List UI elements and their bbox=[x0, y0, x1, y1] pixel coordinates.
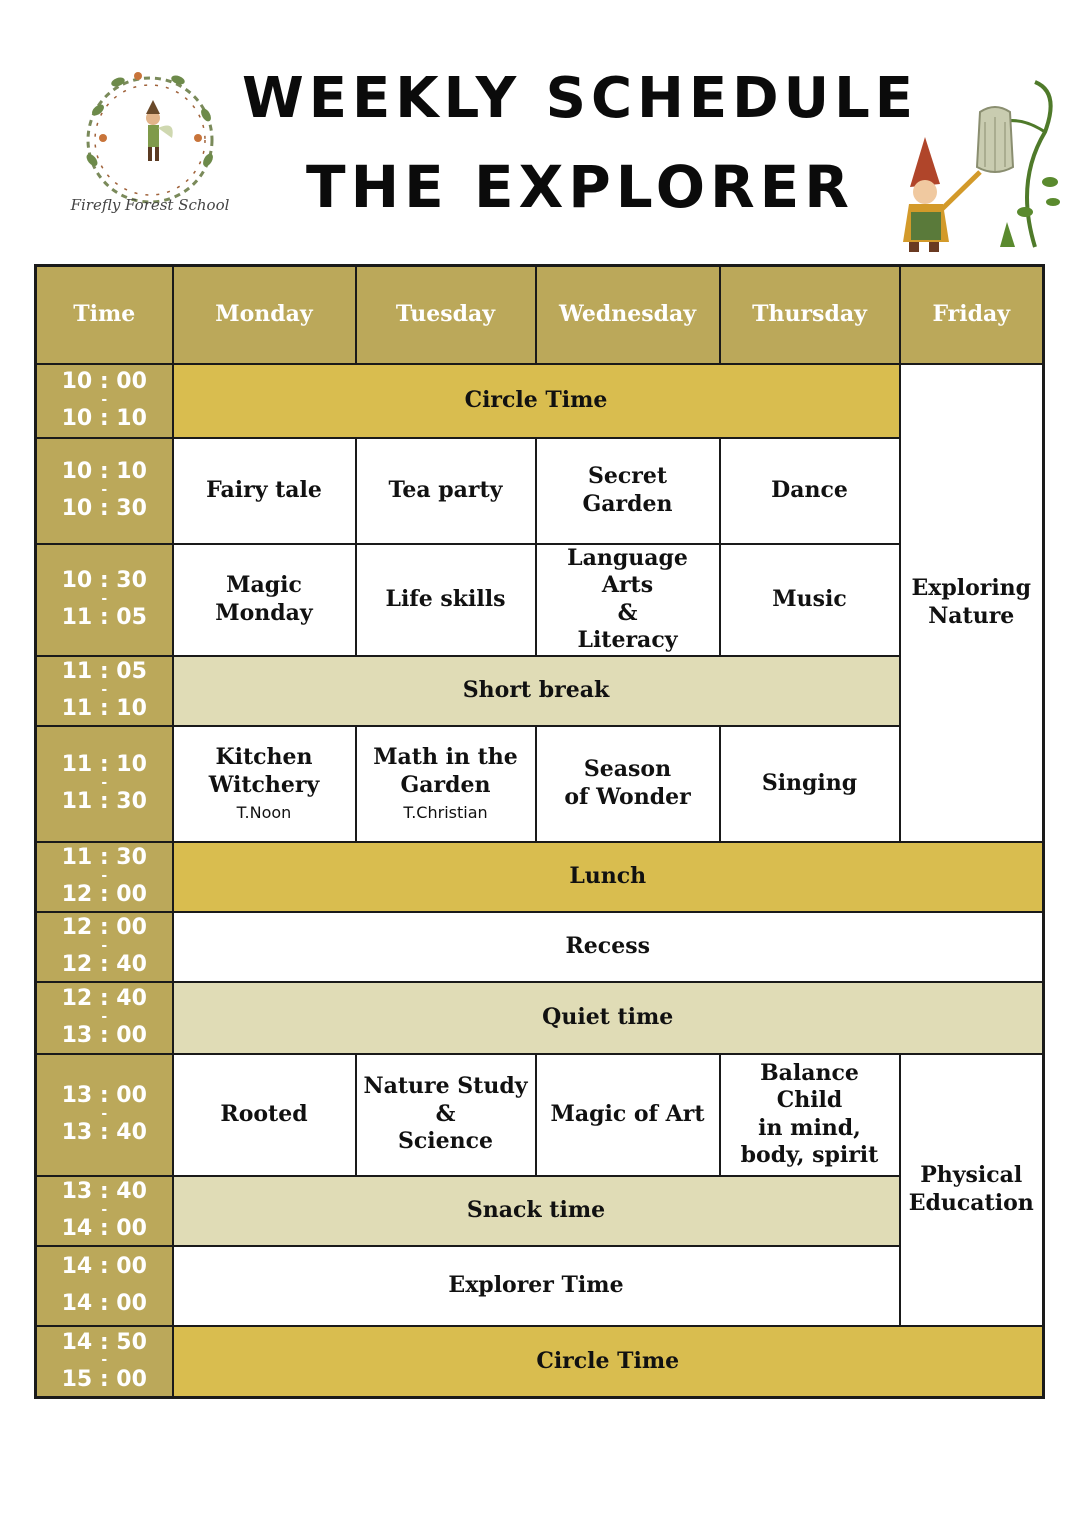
school-logo bbox=[58, 60, 238, 225]
table-row bbox=[36, 438, 1044, 544]
teacher-name: T.Christian bbox=[403, 803, 488, 822]
gnome-illustration bbox=[895, 72, 1065, 257]
recess-cell: Recess bbox=[173, 912, 1044, 982]
activity-cell: Fairy tale bbox=[173, 438, 356, 544]
table-row bbox=[36, 842, 1044, 912]
friday-physical-education: Physical Education bbox=[900, 1054, 1044, 1326]
explorer-time-cell: Explorer Time bbox=[173, 1246, 900, 1326]
table-row bbox=[36, 726, 1044, 842]
activity-cell: Season of Wonder bbox=[536, 726, 720, 842]
table-row bbox=[36, 1054, 1044, 1176]
page-title: WEEKLY SCHEDULE bbox=[241, 66, 919, 131]
friday-exploring-nature: Exploring Nature bbox=[900, 364, 1044, 842]
time-cell: 14 : 00 14 : 00 bbox=[36, 1246, 173, 1326]
time-cell: 13 : 40 - 14 : 00 bbox=[36, 1176, 173, 1246]
table-row bbox=[36, 1326, 1044, 1398]
time-cell: 10 : 10 - 10 : 30 bbox=[36, 438, 173, 544]
table-row bbox=[36, 912, 1044, 982]
table-row bbox=[36, 1246, 1044, 1326]
circle-time-cell: Circle Time bbox=[173, 1326, 1044, 1398]
activity-cell: Life skills bbox=[356, 544, 536, 656]
table-row bbox=[36, 1176, 1044, 1246]
lunch-cell: Lunch bbox=[173, 842, 1044, 912]
time-cell: 12 : 00 - 12 : 40 bbox=[36, 912, 173, 982]
col-friday: Friday bbox=[900, 266, 1044, 364]
snack-time-cell: Snack time bbox=[173, 1176, 900, 1246]
time-cell: 10 : 00 - 10 : 10 bbox=[36, 364, 173, 438]
col-thursday: Thursday bbox=[720, 266, 900, 364]
time-cell: 11 : 10 - 11 : 30 bbox=[36, 726, 173, 842]
table-row bbox=[36, 982, 1044, 1054]
col-tuesday: Tuesday bbox=[356, 266, 536, 364]
logo-text: Firefly Forest School bbox=[70, 196, 230, 214]
short-break-cell: Short break bbox=[173, 656, 900, 726]
time-cell: 13 : 00 - 13 : 40 bbox=[36, 1054, 173, 1176]
activity-cell: Tea party bbox=[356, 438, 536, 544]
activity-cell: Magic Monday bbox=[173, 544, 356, 656]
activity-cell: Rooted bbox=[173, 1054, 356, 1176]
header-row bbox=[36, 266, 1044, 364]
time-cell: 11 : 30 - 12 : 00 bbox=[36, 842, 173, 912]
activity-cell: Balance Child in mind, body, spirit bbox=[720, 1054, 900, 1176]
activity-cell: Nature Study & Science bbox=[356, 1054, 536, 1176]
page-subtitle: THE EXPLORER bbox=[306, 153, 854, 221]
table-row bbox=[36, 656, 1044, 726]
teacher-name: T.Noon bbox=[236, 803, 292, 822]
activity-cell: Secret Garden bbox=[536, 438, 720, 544]
activity-cell: Magic of Art bbox=[536, 1054, 720, 1176]
quiet-time-cell: Quiet time bbox=[173, 982, 1044, 1054]
activity-cell: Music bbox=[720, 544, 900, 656]
table-row bbox=[36, 364, 1044, 438]
time-cell: 10 : 30 - 11 : 05 bbox=[36, 544, 173, 656]
time-cell: 12 : 40 - 13 : 00 bbox=[36, 982, 173, 1054]
activity-cell: Singing bbox=[720, 726, 900, 842]
time-cell: 14 : 50 - 15 : 00 bbox=[36, 1326, 173, 1398]
activity-cell: Math in the Garden T.Christian bbox=[356, 726, 536, 842]
activity-cell: Kitchen Witchery T.Noon bbox=[173, 726, 356, 842]
weekly-schedule-table bbox=[34, 264, 1045, 1399]
activity-cell: Language Arts & Literacy bbox=[536, 544, 720, 656]
activity-cell: Dance bbox=[720, 438, 900, 544]
col-wednesday: Wednesday bbox=[536, 266, 720, 364]
time-cell: 11 : 05 - 11 : 10 bbox=[36, 656, 173, 726]
col-monday: Monday bbox=[173, 266, 356, 364]
circle-time-cell: Circle Time bbox=[173, 364, 900, 438]
table-row bbox=[36, 544, 1044, 656]
col-time: Time bbox=[36, 266, 173, 364]
